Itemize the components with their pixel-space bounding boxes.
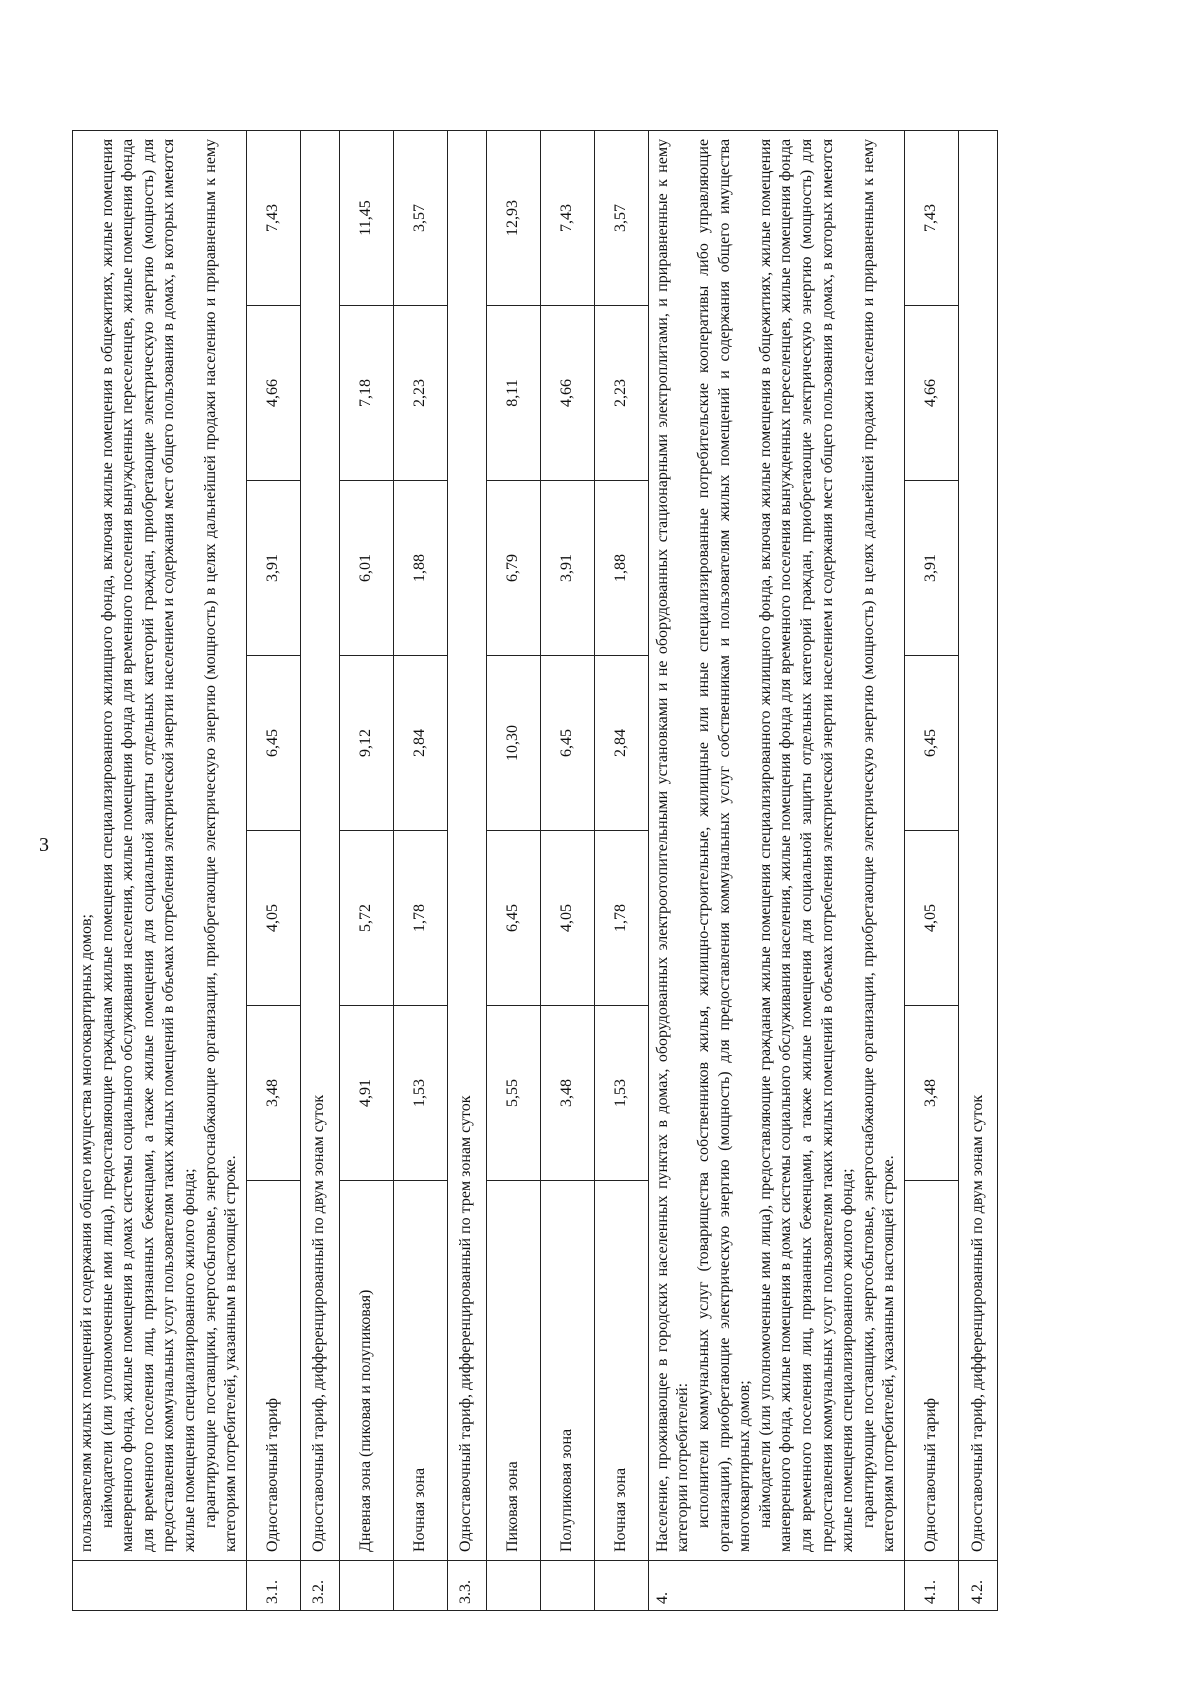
- tariff-value-cell: 7,18: [339, 306, 393, 481]
- table-row: [246, 130, 300, 1610]
- tariff-value-cell: 8,11: [486, 306, 540, 481]
- tariff-value-cell: 11,45: [339, 130, 393, 305]
- row-label: Ночная зона: [393, 1181, 447, 1561]
- intro-line: наймодатели (или уполномоченные ими лица), предоставляющие гражданам жилые помещения специализированного жилищного фонда, включая жилые помещения в общежитиях, жилые помещения маневренного фонда, жилые помещения в домах системы социального обслуживания населения, жилые помещения фонда для временного поселения вынужденных переселенцев, жилые помещения фонда для временного поселения лиц, признанных беженцами, а также жилые помещения для социальной защиты отдельных категорий граждан, приобретающие электрическую энергию (мощность) для предоставления коммунальных услуг пользователям таких жилых помещений в объемах потребления электрической энергии населением и содержания мест общего пользования в домах, в которых имеются жилые помещения специализированного жилого фонда;: [98, 138, 198, 1552]
- section-row: [300, 130, 339, 1610]
- row-label: Дневная зона (пиковая и полупиковая): [339, 1181, 393, 1561]
- tariff-value-cell: 3,91: [246, 481, 300, 656]
- tariff-table: [72, 130, 998, 1611]
- row-number: [594, 1561, 648, 1611]
- row-number: 3.1.: [246, 1561, 300, 1611]
- tariff-value-cell: 3,48: [246, 1006, 300, 1181]
- table-row: [339, 130, 393, 1610]
- section-label: Одноставочный тариф, дифференцированный по трем зонам суток: [447, 130, 486, 1560]
- tariff-value-cell: 4,05: [904, 831, 958, 1006]
- row-number: [339, 1561, 393, 1611]
- tariff-value-cell: 2,84: [393, 656, 447, 831]
- tariff-value-cell: 6,45: [540, 656, 594, 831]
- section-4-text-cell: [648, 130, 904, 1560]
- tariff-value-cell: 2,23: [393, 306, 447, 481]
- tariff-value-cell: 6,45: [246, 656, 300, 831]
- section-4-line: исполнители коммунальных услуг (товарищества собственников жилья, жилищно-строительные, жилищные или иные специализированные потребительские кооперативы либо управляющие организации), приобретающие электрическую энергию (мощность) для предоставления коммунальных услуг собственникам и пользователям жилых помещений и содержания общего имущества многоквартирных домов;: [694, 138, 754, 1552]
- row-number: [486, 1561, 540, 1611]
- tariff-value-cell: 6,45: [486, 831, 540, 1006]
- row-label: Пиковая зона: [486, 1181, 540, 1561]
- section-row: [447, 130, 486, 1610]
- row-number: [73, 1561, 247, 1611]
- tariff-value-cell: 3,48: [540, 1006, 594, 1181]
- intro-row: [73, 130, 247, 1610]
- tariff-value-cell: 4,66: [904, 306, 958, 481]
- intro-text-cell: [73, 130, 247, 1560]
- tariff-value-cell: 2,23: [594, 306, 648, 481]
- table-row: [486, 130, 540, 1610]
- tariff-value-cell: 7,43: [904, 130, 958, 305]
- row-label: Одноставочный тариф: [904, 1181, 958, 1561]
- tariff-value-cell: 3,57: [393, 130, 447, 305]
- tariff-value-cell: 3,48: [904, 1006, 958, 1181]
- tariff-value-cell: 1,88: [594, 481, 648, 656]
- row-number: 4.2.: [958, 1561, 997, 1611]
- tariff-value-cell: 7,43: [246, 130, 300, 305]
- intro-line: гарантирующие поставщики, энергосбытовые, энергоснабжающие организации, приобретающие электрическую энергию (мощность) в целях дальнейшей продажи населению и приравненным к нему категориям потребителей, указанным в настоящей строке.: [201, 138, 240, 1552]
- tariff-value-cell: 6,01: [339, 481, 393, 656]
- table-row: [904, 130, 958, 1610]
- tariff-value-cell: 10,30: [486, 656, 540, 831]
- tariff-value-cell: 1,53: [594, 1006, 648, 1181]
- tariff-value-cell: 12,93: [486, 130, 540, 305]
- row-label: Полупиковая зона: [540, 1181, 594, 1561]
- tariff-value-cell: 6,45: [904, 656, 958, 831]
- rotated-table-wrapper: [72, 131, 1032, 1611]
- tariff-value-cell: 1,78: [393, 831, 447, 1006]
- section-4-row: [648, 130, 904, 1610]
- section-4-line: гарантирующие поставщики, энергосбытовые, энергоснабжающие организации, приобретающие электрическую энергию (мощность) в целях дальнейшей продажи населению и приравненным к нему категориям потребителей, указанным в настоящей строке.: [859, 138, 898, 1552]
- tariff-value-cell: 3,57: [594, 130, 648, 305]
- table-row: [594, 130, 648, 1610]
- tariff-value-cell: 4,66: [540, 306, 594, 481]
- row-number: [540, 1561, 594, 1611]
- row-label: Ночная зона: [594, 1181, 648, 1561]
- tariff-value-cell: 3,91: [540, 481, 594, 656]
- tariff-value-cell: 2,84: [594, 656, 648, 831]
- row-number: [393, 1561, 447, 1611]
- section-label: Одноставочный тариф, дифференцированный по двум зонам суток: [300, 130, 339, 1560]
- row-label: Одноставочный тариф: [246, 1181, 300, 1561]
- section-row: [958, 130, 997, 1610]
- tariff-value-cell: 4,66: [246, 306, 300, 481]
- section-label: Одноставочный тариф, дифференцированный по двум зонам суток: [958, 130, 997, 1560]
- tariff-value-cell: 1,53: [393, 1006, 447, 1181]
- tariff-value-cell: 5,72: [339, 831, 393, 1006]
- tariff-value-cell: 9,12: [339, 656, 393, 831]
- tariff-value-cell: 4,05: [246, 831, 300, 1006]
- tariff-value-cell: 5,55: [486, 1006, 540, 1181]
- tariff-value-cell: 6,79: [486, 481, 540, 656]
- table-row: [393, 130, 447, 1610]
- tariff-value-cell: 1,78: [594, 831, 648, 1006]
- row-number: 4.: [648, 1561, 904, 1611]
- tariff-value-cell: 7,43: [540, 130, 594, 305]
- tariff-value-cell: 1,88: [393, 481, 447, 656]
- row-number: 4.1.: [904, 1561, 958, 1611]
- tariff-value-cell: 4,05: [540, 831, 594, 1006]
- row-number: 3.3.: [447, 1561, 486, 1611]
- page-number: 3: [39, 834, 49, 856]
- table-row: [540, 130, 594, 1610]
- tariff-value-cell: 3,91: [904, 481, 958, 656]
- section-4-line: Население, проживающее в городских населенных пунктах в домах, оборудованных электроотопительными установками и не оборудованных стационарными электроплитами, и приравненные к нему категории потребителей:: [653, 138, 692, 1552]
- intro-line: пользователям жилых помещений и содержания общего имущества многоквартирных домов;: [78, 914, 95, 1552]
- section-4-line: наймодатели (или уполномоченные ими лица), предоставляющие гражданам жилые помещения специализированного жилищного фонда, включая жилые помещения в общежитиях, жилые помещения маневренного фонда, жилые помещения в домах системы социального обслуживания населения, жилые помещения фонда для временного поселения вынужденных переселенцев, жилые помещения фонда для временного поселения лиц, признанных беженцами, а также жилые помещения для социальной защиты отдельных категорий граждан, приобретающие электрическую энергию (мощность) для предоставления коммунальных услуг пользователям таких жилых помещений в объемах потребления электрической энергии населением и содержания мест общего пользования в домах, в которых имеются жилые помещения специализированного жилого фонда;: [756, 138, 857, 1552]
- tariff-value-cell: 4,91: [339, 1006, 393, 1181]
- row-number: 3.2.: [300, 1561, 339, 1611]
